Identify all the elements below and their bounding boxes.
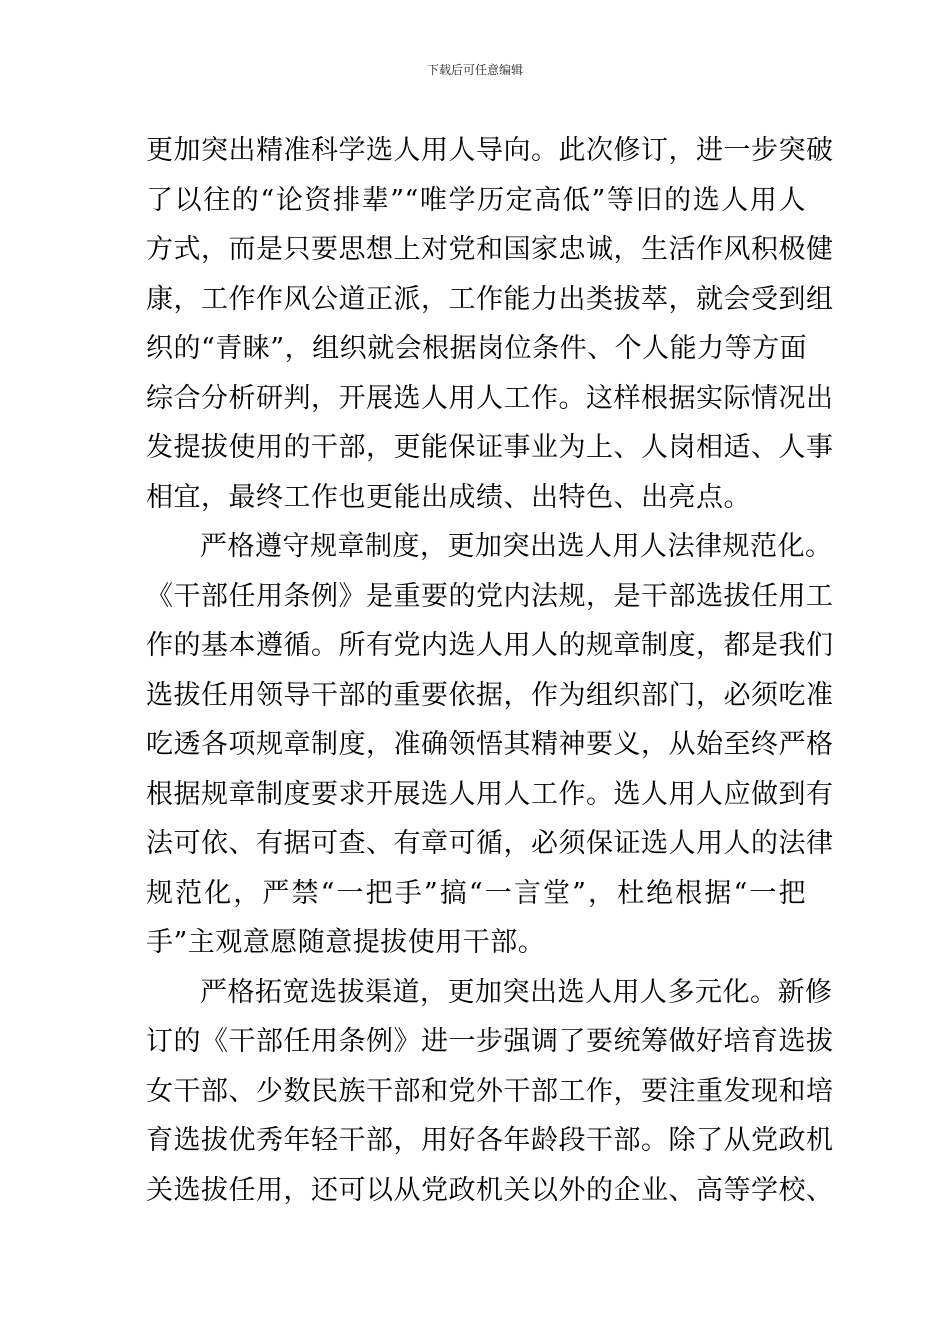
text-line: 更加突出精准科学选人用人导向。此次修订，进一步突破: [146, 135, 834, 166]
paragraph-first-line: 严格拓宽选拔渠道，更加突出选人用人多元化。新修: [200, 976, 833, 1008]
text-line: 康，工作作风公道正派，工作能力出类拔萃，就会受到组: [146, 283, 834, 315]
page-header: 下载后可任意编辑: [426, 63, 523, 77]
text-line: 法可依、有据可查、有章可循，必须保证选人用人的法律: [146, 828, 834, 859]
text-line: 订的《干部任用条例》进一步强调了要统筹做好培育选拔: [146, 1026, 834, 1057]
text-line: 育选拔优秀年轻干部，用好各年龄段干部。除了从党政机: [146, 1125, 834, 1156]
text-line: 根据规章制度要求开展选人用人工作。选人用人应做到有: [146, 778, 834, 810]
text-line: 关选拔任用，还可以从党政机关以外的企业、高等学校、: [146, 1174, 834, 1206]
paragraph-first-line: 严格遵守规章制度，更加突出选人用人法律规范化。: [200, 531, 833, 562]
text-line: 吃透各项规章制度，准确领悟其精神要义，从始至终严格: [146, 729, 834, 760]
document-body: [146, 126, 834, 1215]
text-line: 综合分析研判，开展选人用人工作。这样根据实际情况出: [146, 382, 834, 414]
text-line: 手”主观意愿随意提拔使用干部。: [146, 927, 546, 958]
text-line: 规范化，严禁“一把手”搞“一言堂”，杜绝根据“一把: [146, 877, 806, 909]
text-line: 发提拔使用的干部，更能保证事业为上、人岗相适、人事: [146, 432, 834, 463]
text-line: 《干部任用条例》是重要的党内法规，是干部选拔任用工: [146, 580, 834, 612]
text-line: 女干部、少数民族干部和党外干部工作，要注重发现和培: [146, 1075, 834, 1107]
text-line: 了以往的“论资排辈”“唯学历定高低”等旧的选人用人: [146, 184, 806, 216]
text-line: 相宜，最终工作也更能出成绩、出特色、出亮点。: [146, 481, 751, 513]
text-line: 方式，而是只要思想上对党和国家忠诚，生活作风积极健: [146, 234, 834, 265]
text-line: 织的“青睐”，组织就会根据岗位条件、个人能力等方面: [146, 333, 808, 364]
text-line: 选拔任用领导干部的重要依据，作为组织部门，必须吃准: [146, 679, 834, 711]
text-line: 作的基本遵循。所有党内选人用人的规章制度，都是我们: [146, 630, 834, 661]
